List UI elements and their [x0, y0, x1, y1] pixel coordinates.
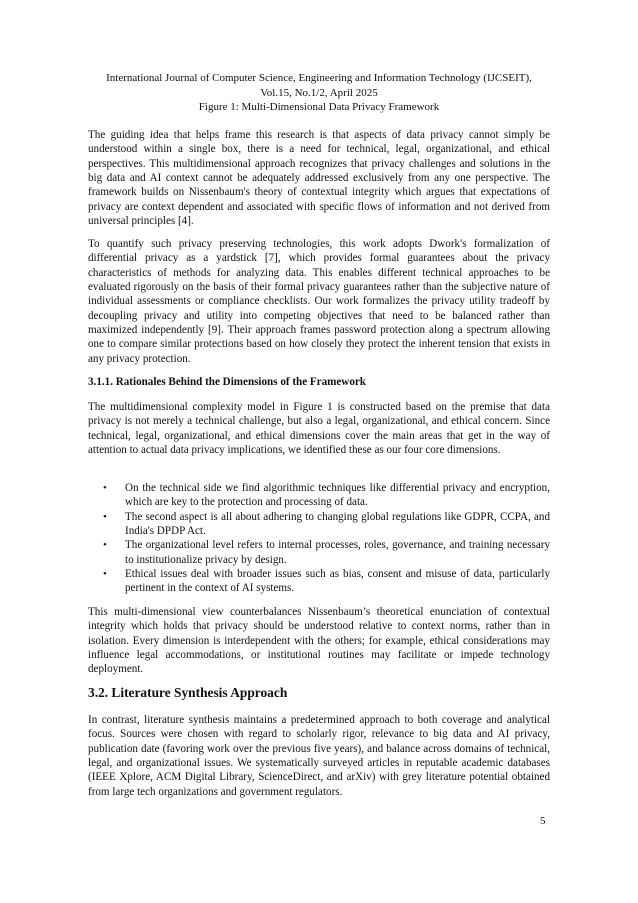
journal-volume: Vol.15, No.1/2, April 2025: [260, 86, 378, 99]
section-heading: 3.2. Literature Synthesis Approach: [88, 685, 288, 700]
paragraph-differential-privacy: [88, 237, 550, 366]
bullet-icon: •: [103, 568, 107, 581]
bullet-item-ethical: [88, 567, 550, 596]
bullet-item-technical: [88, 481, 550, 510]
paragraph-text: This multi-dimensional view counterbalances Nissenbaum’s theoretical enunciation of contextual integrity which holds that privacy should be understood relative to context norms, rather than in isolation. Every dimension is interdependent with the others; for example, ethical considerations may influence legal accommodations, or institutional routines may facilitate or impede technology deployment.: [88, 606, 550, 676]
paragraph-text: The guiding idea that helps frame this research is that aspects of data privacy cannot simply be understood within a single box, there is a need for technical, legal, organizational, and ethical perspectives. This multidimensional approach recognizes that privacy challenges and solutions in the big data and AI context cannot be adequately addressed exclusively from any one perspective. The framework builds on Nissenbaum's theory of contextual integrity which argues that expectations of privacy are context dependent and associated with specific flows of information and not derived from universal principles [4].: [88, 129, 550, 228]
figure-caption: Figure 1: Multi-Dimensional Data Privacy Framework: [198, 101, 440, 114]
bullet-icon: •: [103, 510, 107, 523]
paragraph-text: In contrast, literature synthesis maintains a predetermined approach to both coverage and analytical focus. Sources were chosen with regard to scholarly rigor, relevance to big data and AI privacy, publication date (favoring work over the previous five years), and balance across domains of technical, legal, and organizational issues. We systematically surveyed articles in reputable academic databases (IEEE Xplore, ACM Digital Library, ScienceDirect, and arXiv) with grey literature potential obtained from large tech organizations and government regulators.: [88, 714, 550, 798]
journal-title: International Journal of Computer Science, Engineering and Information Technology (IJCSEIT),: [106, 72, 532, 84]
paragraph-text: The multidimensional complexity model in Figure 1 is constructed based on the premise that data privacy is not merely a technical challenge, but also a legal, organizational, and ethical concern. Since technical, legal, organizational, and ethical dimensions cover the main areas that get in the way of attention to actual data privacy implications, we identified these as our four core dimensions.: [88, 401, 550, 457]
bullet-icon: •: [103, 482, 107, 494]
subsection-heading: 3.1.1. Rationales Behind the Dimensions of the Framework: [88, 376, 366, 388]
paragraph-contextual-integrity: [88, 128, 550, 228]
paragraph-multidimensional-view: [88, 605, 550, 677]
bullet-item-organizational: [88, 538, 550, 567]
bullet-text: On the technical side we find algorithmic techniques like differential privacy and encryption, which are key to the protection and processing of data.: [125, 482, 550, 509]
bullet-text: Ethical issues deal with broader issues such as bias, consent and misuse of data, particularly pertinent in the context of AI systems.: [125, 568, 550, 595]
paragraph-text: To quantify such privacy preserving technologies, this work adopts Dwork's formalization of differential privacy as a yardstick [7], which provides formal guarantees about the privacy characteristics of methods for analyzing data. This enables different technical approaches to be evaluated rigorously on the basis of their formal privacy guarantees rather than the subjective nature of individual assessments or compliance checklists. Our work formalizes the privacy utility tradeoff by decoupling privacy and utility into competing objectives that need to be balanced rather than maximized independently [9]. Their approach frames password protection along a spectrum allowing one to compare similar protections based on how closely they protect the inherent tension that exists in any privacy protection.: [88, 238, 550, 365]
bullet-text: The organizational level refers to internal processes, roles, governance, and training necessary to institutionalize privacy by design.: [125, 539, 550, 566]
running-header: [60, 71, 578, 115]
dimension-bullet-list: [88, 481, 550, 596]
bullet-text: The second aspect is all about adhering to changing global regulations like GDPR, CCPA, and India's DPDP Act.: [125, 510, 550, 538]
paragraph-literature-synthesis: [88, 713, 550, 799]
bullet-item-legal: [88, 510, 550, 539]
page-number: 5: [540, 815, 546, 827]
paragraph-complexity-model: [88, 400, 550, 457]
bullet-icon: •: [103, 539, 107, 552]
